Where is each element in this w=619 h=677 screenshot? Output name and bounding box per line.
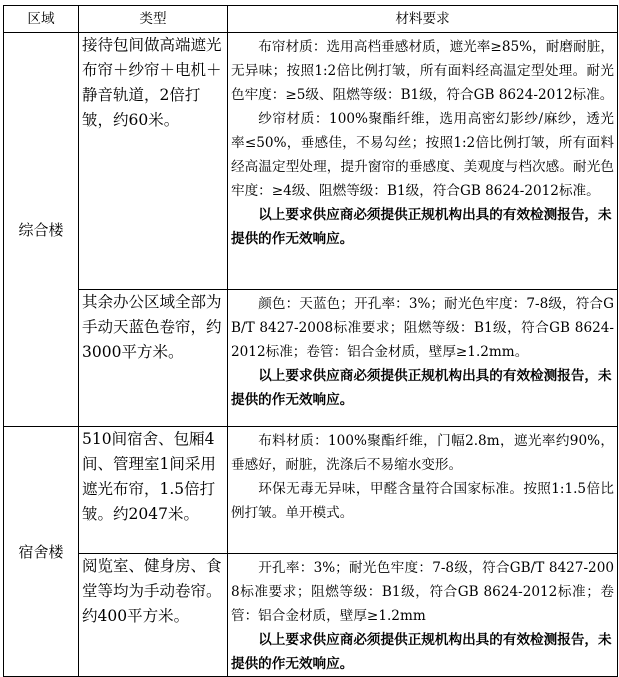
requirements-cell	[228, 290, 618, 427]
table-row	[4, 554, 618, 677]
requirement-paragraph: 开孔率：3%；耐光色牢度：7-8级，符合GB/T 8427-2008标准要求；阻燃等级：B1级，符合GB 8624-2012标准；卷管：铝合金材质，壁厚≥1.2mm	[231, 560, 614, 624]
area-cell-zonghelou: 综合楼	[4, 33, 79, 427]
header-requirements: 材料要求	[228, 6, 618, 33]
requirements-table	[3, 5, 618, 677]
type-cell: 其余办公区域全部为手动天蓝色卷帘，约3000平方米。	[79, 290, 228, 427]
area-cell-sushelou: 宿舍楼	[4, 427, 79, 677]
type-cell: 510间宿舍、包厢4间、管理室1间采用遮光布帘，1.5倍打皱。约2047米。	[79, 427, 228, 554]
requirements-cell	[228, 554, 618, 677]
type-cell: 阅览室、健身房、食堂等均为手动卷帘。约400平方米。	[79, 554, 228, 677]
table-row	[4, 427, 618, 554]
requirement-paragraph: 纱帘材质：100%聚酯纤维，选用高密幻影纱/麻纱，透光率≤50%，垂感佳，不易勾丝；按照1:2倍比例打皱，所有面料经高温定型处理，提升窗帘的垂感度、美观度与档次感。耐光色牢度：≥4级、阻燃等级：B1级，符合GB 8624-2012标准。	[231, 111, 614, 199]
requirement-bold-note: 以上要求供应商必须提供正规机构出具的有效检测报告，未提供的作无效响应。	[231, 368, 612, 408]
requirement-bold-note: 以上要求供应商必须提供正规机构出具的有效检测报告，未提供的作无效响应。	[231, 632, 612, 672]
header-type: 类型	[79, 6, 228, 33]
table-row	[4, 33, 618, 290]
requirement-paragraph: 布帘材质：选用高档垂感材质，遮光率≥85%，耐磨耐脏，无异味；按照1:2倍比例打皱，所有面料经高温定型处理。耐光色牢度：≥5级、阻燃等级：B1级，符合GB 8624-2012标准。	[231, 39, 614, 103]
requirement-paragraph: 颜色：天蓝色；开孔率：3%；耐光色牢度：7-8级，符合GB/T 8427-2008标准要求；阻燃等级：B1级，符合GB 8624-2012标准；卷管：铝合金材质，壁厚≥1.2mm。	[231, 296, 614, 360]
table-row	[4, 290, 618, 427]
requirements-cell	[228, 427, 618, 554]
requirements-cell	[228, 33, 618, 290]
requirement-bold-note: 以上要求供应商必须提供正规机构出具的有效检测报告，未提供的作无效响应。	[231, 207, 612, 247]
requirement-paragraph: 布料材质：100%聚酯纤维，门幅2.8m，遮光率约90%，垂感好，耐脏，洗涤后不易缩水变形。	[231, 433, 614, 473]
header-area: 区域	[4, 6, 79, 33]
requirement-paragraph: 环保无毒无异味，甲醛含量符合国家标准。按照1:1.5倍比例打皱。单开模式。	[231, 481, 614, 521]
type-cell: 接待包间做高端遮光布帘＋纱帘＋电机＋静音轨道，2倍打皱，约60米。	[79, 33, 228, 290]
header-row	[4, 6, 618, 33]
